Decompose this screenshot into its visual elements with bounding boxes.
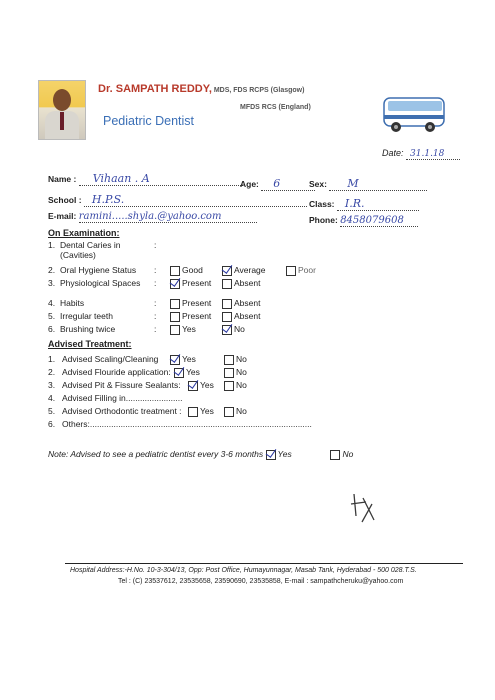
treatment-no-checkbox[interactable] <box>224 355 234 365</box>
email-label: E-mail: <box>48 211 77 221</box>
treatment-no-option[interactable] <box>224 406 247 417</box>
treatment-no-label: No <box>236 354 247 364</box>
name-field <box>48 172 243 186</box>
class-field <box>309 197 419 211</box>
school-field <box>48 193 307 207</box>
exam-option-checkbox[interactable] <box>170 312 180 322</box>
treatment-row-label: Advised Scaling/Cleaning <box>62 354 159 364</box>
note-no-label: No <box>342 449 354 459</box>
exam-option-checkbox[interactable] <box>222 299 232 309</box>
note-no-checkbox[interactable] <box>330 450 340 460</box>
exam-option-label: Absent <box>234 298 261 308</box>
exam-option-checkbox[interactable] <box>170 325 180 335</box>
treatment-yes-option[interactable] <box>188 406 214 417</box>
exam-option-checkbox[interactable] <box>170 299 180 309</box>
exam-option-label: Absent <box>234 311 261 321</box>
treatment-no-label: No <box>236 380 247 390</box>
treatment-row-label: Advised Pit & Fissure Sealants: <box>62 380 181 390</box>
exam-row-label: Habits <box>60 298 85 308</box>
sex-value: M <box>329 177 427 191</box>
phone-label: Phone: <box>309 215 338 225</box>
school-value: H.P.S. <box>84 193 307 207</box>
exam-option[interactable] <box>170 278 211 289</box>
address-text: Hospital Address:-H.No. 10-3-304/13, Opp: Post Office, Humayunnagar, Masab Tank, Hyderabad - 500 028.T.S. <box>70 567 417 574</box>
treatment-no-checkbox[interactable] <box>224 381 234 391</box>
treatment-row-label: Advised Filling in........................ <box>62 393 183 403</box>
exam-option-label: Present <box>182 278 212 288</box>
doctor-name <box>98 83 304 95</box>
exam-row-label: Physiological Spaces <box>60 278 141 288</box>
exam-row-colon: : <box>154 324 157 334</box>
doctor-quals-line2: MFDS RCS (England) <box>240 104 311 111</box>
treatment-no-option[interactable] <box>224 367 247 378</box>
treatment-title: Advised Treatment: <box>48 339 132 349</box>
exam-option[interactable] <box>170 311 211 322</box>
exam-option-label: No <box>234 324 245 334</box>
specialty: Pediatric Dentist <box>103 114 195 128</box>
exam-option-label: Present <box>182 311 212 321</box>
exam-option[interactable] <box>222 311 260 322</box>
exam-option[interactable] <box>222 265 266 276</box>
exam-option-label: Average <box>234 265 266 275</box>
hospital-address <box>70 567 417 574</box>
exam-option[interactable] <box>286 265 316 276</box>
exam-row-label: Dental Caries in (Cavities) <box>60 240 121 260</box>
class-value: I.R. <box>337 197 419 211</box>
treatment-yes-checkbox[interactable] <box>188 381 198 391</box>
exam-option-label: Poor <box>298 265 316 275</box>
exam-option-checkbox[interactable] <box>222 325 232 335</box>
bus-icon <box>380 84 448 136</box>
name-value: Vihaan . A <box>79 172 243 186</box>
doctor-photo <box>38 80 86 140</box>
exam-row-number: 4. <box>48 298 56 308</box>
exam-row-colon: : <box>154 298 157 308</box>
exam-option[interactable] <box>222 278 260 289</box>
age-label: Age: <box>240 179 259 189</box>
exam-option[interactable] <box>222 324 245 335</box>
treatment-row-number: 5. <box>48 406 56 416</box>
exam-option[interactable] <box>222 298 260 309</box>
date-value: 31.1.18 <box>406 149 460 160</box>
exam-option-label: Good <box>182 265 203 275</box>
exam-row-label: Brushing twice <box>60 324 116 334</box>
age-value: 6 <box>261 177 315 191</box>
treatment-row-label: Others:.............................................................................................. <box>62 419 312 429</box>
exam-row-colon: : <box>154 311 157 321</box>
exam-row-colon: : <box>154 240 157 250</box>
treatment-yes-label: Yes <box>200 380 214 390</box>
treatment-row-label: Advised Flouride application: <box>62 367 171 377</box>
exam-row-number: 1. <box>48 240 56 250</box>
contact-info: Tel : (C) 23537612, 23535658, 23590690, 23535858, E-mail : sampathcheruku@yahoo.com <box>118 578 404 585</box>
doctor-quals-line1: MDS, FDS RCPS (Glasgow) <box>211 87 305 94</box>
treatment-no-label: No <box>236 406 247 416</box>
note-yes-label: Yes <box>277 449 292 459</box>
exam-row-number: 6. <box>48 324 56 334</box>
exam-row-label: Oral Hygiene Status <box>60 265 137 275</box>
treatment-no-option[interactable] <box>224 380 247 391</box>
exam-row-number: 3. <box>48 278 56 288</box>
treatment-no-checkbox[interactable] <box>224 368 234 378</box>
exam-option-checkbox[interactable] <box>170 279 180 289</box>
treatment-yes-option[interactable] <box>188 380 214 391</box>
treatment-yes-checkbox[interactable] <box>174 368 184 378</box>
treatment-yes-checkbox[interactable] <box>188 407 198 417</box>
school-label: School : <box>48 195 82 205</box>
sex-field <box>309 177 427 191</box>
date-label: Date: <box>382 148 404 158</box>
note-yes-checkbox[interactable] <box>266 450 276 460</box>
exam-option-label: Yes <box>182 324 196 334</box>
date-field <box>382 148 460 160</box>
exam-option[interactable] <box>170 324 196 335</box>
exam-row-number: 5. <box>48 311 56 321</box>
treatment-no-label: No <box>236 367 247 377</box>
treatment-yes-label: Yes <box>182 354 196 364</box>
footer-divider <box>65 563 463 564</box>
exam-option-label: Present <box>182 298 212 308</box>
treatment-row-number: 2. <box>48 367 56 377</box>
treatment-yes-option[interactable] <box>174 367 200 378</box>
treatment-row-number: 3. <box>48 380 56 390</box>
exam-option-checkbox[interactable] <box>286 266 296 276</box>
exam-option-label: Absent <box>234 278 261 288</box>
treatment-yes-label: Yes <box>186 367 200 377</box>
class-label: Class: <box>309 199 335 209</box>
treatment-row-label: Advised Orthodontic treatment : <box>62 406 182 416</box>
treatment-yes-label: Yes <box>200 406 214 416</box>
doctor-name-text: Dr. SAMPATH REDDY, <box>98 83 212 95</box>
exam-option-checkbox[interactable] <box>222 279 232 289</box>
treatment-row-number: 1. <box>48 354 56 364</box>
advice-note <box>48 449 353 460</box>
exam-row-number: 2. <box>48 265 56 275</box>
exam-option-checkbox[interactable] <box>222 266 232 276</box>
sex-label: Sex: <box>309 179 327 189</box>
phone-value: 8458079608 <box>340 215 418 227</box>
exam-row-colon: : <box>154 278 157 288</box>
treatment-row-number: 4. <box>48 393 56 403</box>
treatment-row-number: 6. <box>48 419 56 429</box>
name-label: Name : <box>48 174 77 184</box>
treatment-yes-option[interactable] <box>170 354 196 365</box>
phone-field <box>309 215 418 227</box>
examination-title: On Examination: <box>48 228 120 238</box>
exam-row-colon: : <box>154 265 157 275</box>
exam-option[interactable] <box>170 298 211 309</box>
exam-row-label: Irregular teeth <box>60 311 113 321</box>
signature-mark <box>348 490 382 526</box>
note-text: Note: Advised to see a pediatric dentist every 3-6 months <box>48 449 264 459</box>
treatment-no-option[interactable] <box>224 354 247 365</box>
age-field <box>240 177 315 191</box>
email-field <box>48 211 257 223</box>
email-value: ramini.....shyla.@yahoo.com <box>79 211 257 223</box>
treatment-no-checkbox[interactable] <box>224 407 234 417</box>
